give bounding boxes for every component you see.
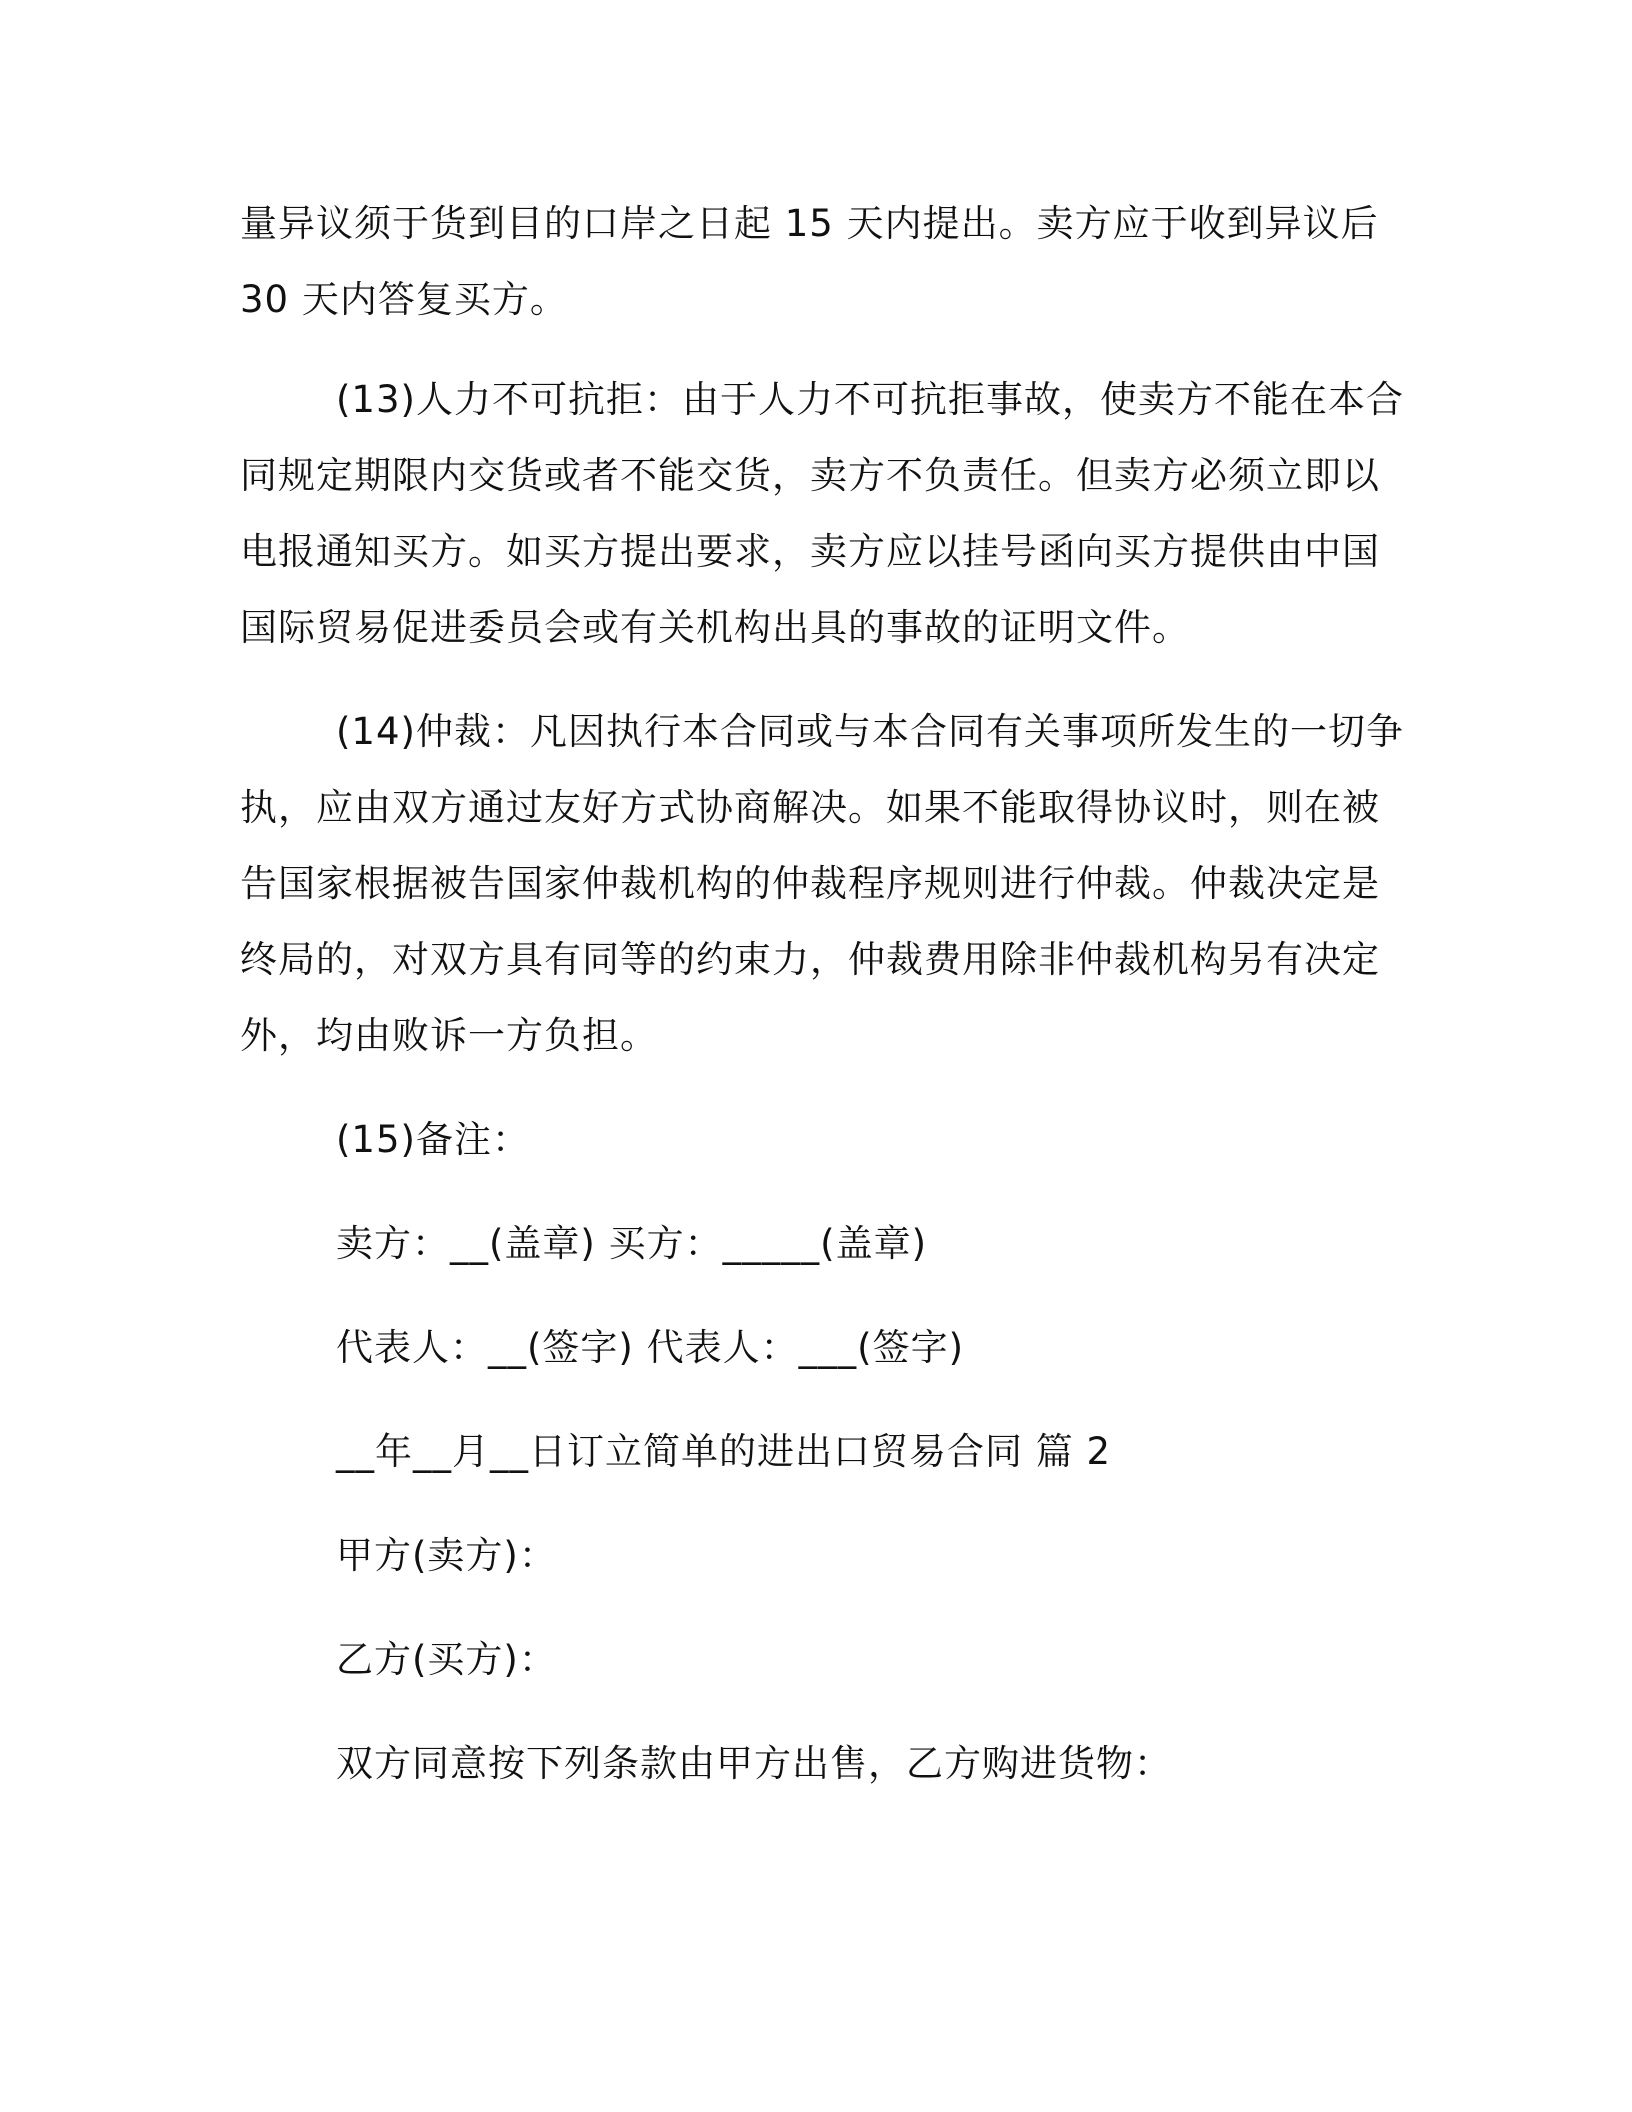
paragraph-13-line-3: 电报通知买方。如买方提出要求，卖方应以挂号函向买方提供由中国: [240, 530, 1380, 573]
paragraph-15-remarks: (15)备注：: [336, 1118, 530, 1161]
paragraph-14-line-4: 终局的，对双方具有同等的约束力，仲裁费用除非仲裁机构另有决定: [240, 938, 1380, 981]
party-b-buyer: 乙方(买方)：: [336, 1638, 557, 1681]
paragraph-14-line-2: 执，应由双方通过友好方式协商解决。如果不能取得协议时，则在被: [240, 786, 1380, 829]
party-a-seller: 甲方(卖方)：: [336, 1534, 557, 1577]
paragraph-13-line-1: (13)人力不可抗拒：由于人力不可抗拒事故，使卖方不能在本合: [336, 378, 1404, 421]
paragraph-14-line-5: 外，均由败诉一方负担。: [240, 1014, 658, 1057]
paragraph-14-line-1: (14)仲裁：凡因执行本合同或与本合同有关事项所发生的一切争: [336, 710, 1404, 753]
agreement-intro: 双方同意按下列条款由甲方出售，乙方购进货物：: [336, 1742, 1172, 1785]
seller-buyer-seal-line: 卖方：__(盖章) 买方：_____(盖章): [336, 1222, 928, 1265]
paragraph-13-line-4: 国际贸易促进委员会或有关机构出具的事故的证明文件。: [240, 606, 1190, 649]
paragraph-14-line-3: 告国家根据被告国家仲裁机构的仲裁程序规则进行仲裁。仲裁决定是: [240, 862, 1380, 905]
paragraph-12-line-2: 30 天内答复买方。: [240, 278, 568, 321]
paragraph-12-line-1: 量异议须于货到目的口岸之日起 15 天内提出。卖方应于收到异议后: [240, 202, 1379, 245]
representative-signature-line: 代表人：__(签字) 代表人：___(签字): [336, 1326, 965, 1369]
date-and-contract-title: __年__月__日订立简单的进出口贸易合同 篇 2: [336, 1430, 1112, 1473]
paragraph-13-line-2: 同规定期限内交货或者不能交货，卖方不负责任。但卖方必须立即以: [240, 454, 1380, 497]
